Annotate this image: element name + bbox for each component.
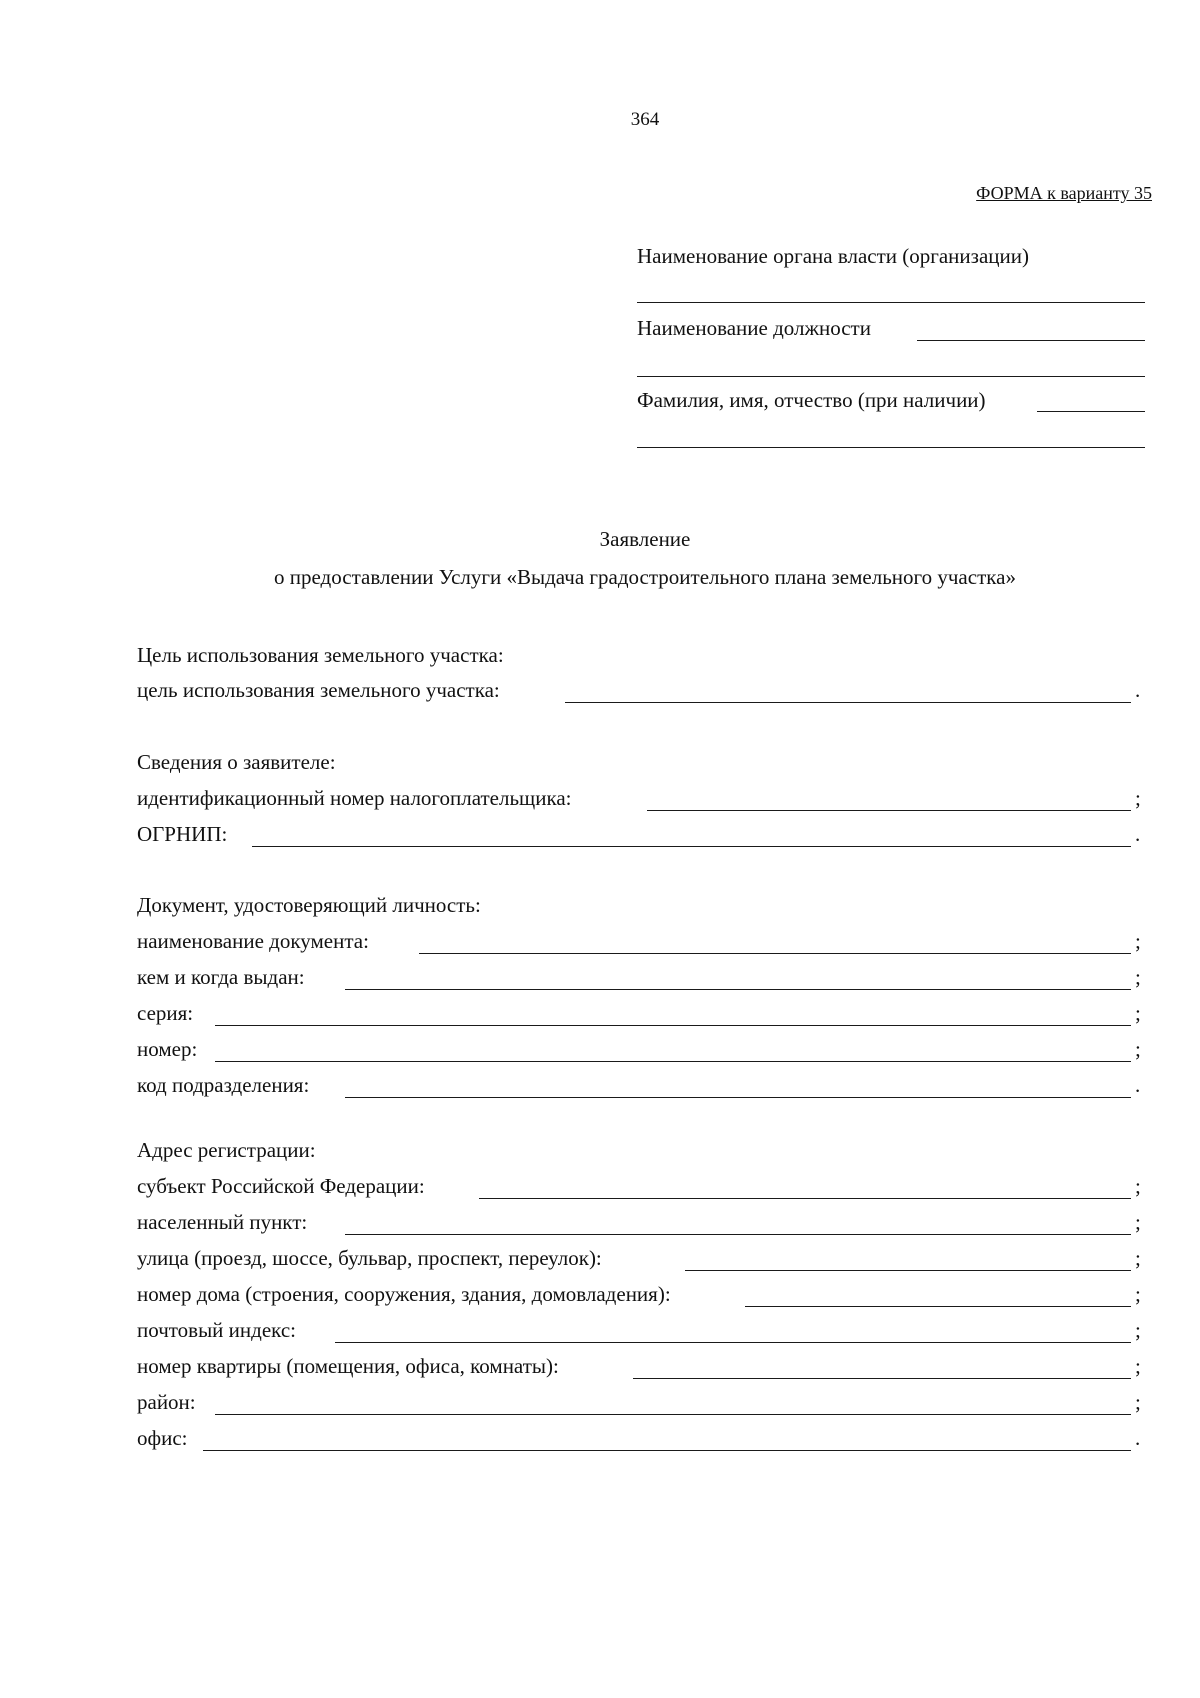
field-row-region <box>137 1174 1141 1204</box>
field-input-line[interactable] <box>479 1198 1131 1199</box>
field-row-office <box>137 1426 1141 1456</box>
field-input-line[interactable] <box>633 1378 1131 1379</box>
field-input-line[interactable] <box>345 1234 1131 1235</box>
field-input-line[interactable] <box>685 1270 1131 1271</box>
field-row-number <box>137 1037 1141 1067</box>
field-end-mark: ; <box>1135 786 1141 810</box>
field-row-house <box>137 1282 1141 1312</box>
field-end-mark: . <box>1135 1426 1141 1450</box>
section-title-registration: Адрес регистрации: <box>137 1138 316 1162</box>
field-input-line[interactable] <box>565 702 1131 703</box>
field-label: район: <box>137 1390 196 1414</box>
field-label: населенный пункт: <box>137 1210 308 1234</box>
field-end-mark: ; <box>1135 1318 1141 1342</box>
field-row-locality <box>137 1210 1141 1240</box>
field-end-mark: ; <box>1135 929 1141 953</box>
section-title-identity-doc: Документ, удостоверяющий личность: <box>137 893 481 917</box>
field-input-line[interactable] <box>203 1450 1131 1451</box>
field-row-inn <box>137 786 1141 816</box>
field-row-apartment <box>137 1354 1141 1384</box>
field-row-issued-by <box>137 965 1141 995</box>
field-label: код подразделения: <box>137 1073 310 1097</box>
field-row-district <box>137 1390 1141 1420</box>
field-label: идентификационный номер налогоплательщика: <box>137 786 572 810</box>
field-input-line[interactable] <box>647 810 1131 811</box>
section-title-applicant: Сведения о заявителе: <box>137 750 336 774</box>
field-end-mark: . <box>1135 678 1141 702</box>
field-input-line[interactable] <box>252 846 1131 847</box>
field-row-postcode <box>137 1318 1141 1348</box>
position-label: Наименование должности <box>637 316 871 340</box>
fio-line-2[interactable] <box>637 447 1145 448</box>
field-label: номер квартиры (помещения, офиса, комнаты): <box>137 1354 559 1378</box>
field-label: почтовый индекс: <box>137 1318 296 1342</box>
field-row-division-code <box>137 1073 1141 1103</box>
section-title-purpose: Цель использования земельного участка: <box>137 643 504 667</box>
field-end-mark: ; <box>1135 1354 1141 1378</box>
authority-label: Наименование органа власти (организации) <box>637 244 1029 268</box>
document-subtitle: о предоставлении Услуги «Выдача градостроительного плана земельного участка» <box>274 565 1016 589</box>
field-label: субъект Российской Федерации: <box>137 1174 425 1198</box>
position-line-2[interactable] <box>637 376 1145 377</box>
field-end-mark: ; <box>1135 1246 1141 1270</box>
field-input-line[interactable] <box>345 989 1131 990</box>
field-input-line[interactable] <box>215 1025 1131 1026</box>
position-line[interactable] <box>917 340 1145 341</box>
field-input-line[interactable] <box>745 1306 1131 1307</box>
field-end-mark: ; <box>1135 1037 1141 1061</box>
field-end-mark: ; <box>1135 1174 1141 1198</box>
field-input-line[interactable] <box>335 1342 1131 1343</box>
field-label: серия: <box>137 1001 194 1025</box>
document-title: Заявление <box>599 527 691 551</box>
fio-line[interactable] <box>1037 411 1145 412</box>
field-label: офис: <box>137 1426 188 1450</box>
field-label: ОГРНИП: <box>137 822 228 846</box>
field-row-purpose <box>137 678 1141 708</box>
field-row-series <box>137 1001 1141 1031</box>
field-input-line[interactable] <box>419 953 1131 954</box>
page-number: 364 <box>630 109 660 130</box>
field-end-mark: ; <box>1135 965 1141 989</box>
field-input-line[interactable] <box>215 1414 1131 1415</box>
field-end-mark: ; <box>1135 1001 1141 1025</box>
field-row-ogrnip <box>137 822 1141 852</box>
field-label: номер: <box>137 1037 198 1061</box>
field-label: кем и когда выдан: <box>137 965 305 989</box>
field-label: улица (проезд, шоссе, бульвар, проспект, переулок): <box>137 1246 602 1270</box>
field-end-mark: . <box>1135 822 1141 846</box>
field-label: наименование документа: <box>137 929 369 953</box>
form-reference: ФОРМА к варианту 35 <box>976 183 1152 203</box>
fio-label: Фамилия, имя, отчество (при наличии) <box>637 388 986 412</box>
field-row-doc-name <box>137 929 1141 959</box>
authority-line[interactable] <box>637 302 1145 303</box>
field-label: цель использования земельного участка: <box>137 678 500 702</box>
field-row-street <box>137 1246 1141 1276</box>
field-end-mark: ; <box>1135 1282 1141 1306</box>
field-end-mark: ; <box>1135 1390 1141 1414</box>
field-input-line[interactable] <box>345 1097 1131 1098</box>
field-end-mark: ; <box>1135 1210 1141 1234</box>
field-end-mark: . <box>1135 1073 1141 1097</box>
field-input-line[interactable] <box>215 1061 1131 1062</box>
field-label: номер дома (строения, сооружения, здания, домовладения): <box>137 1282 671 1306</box>
